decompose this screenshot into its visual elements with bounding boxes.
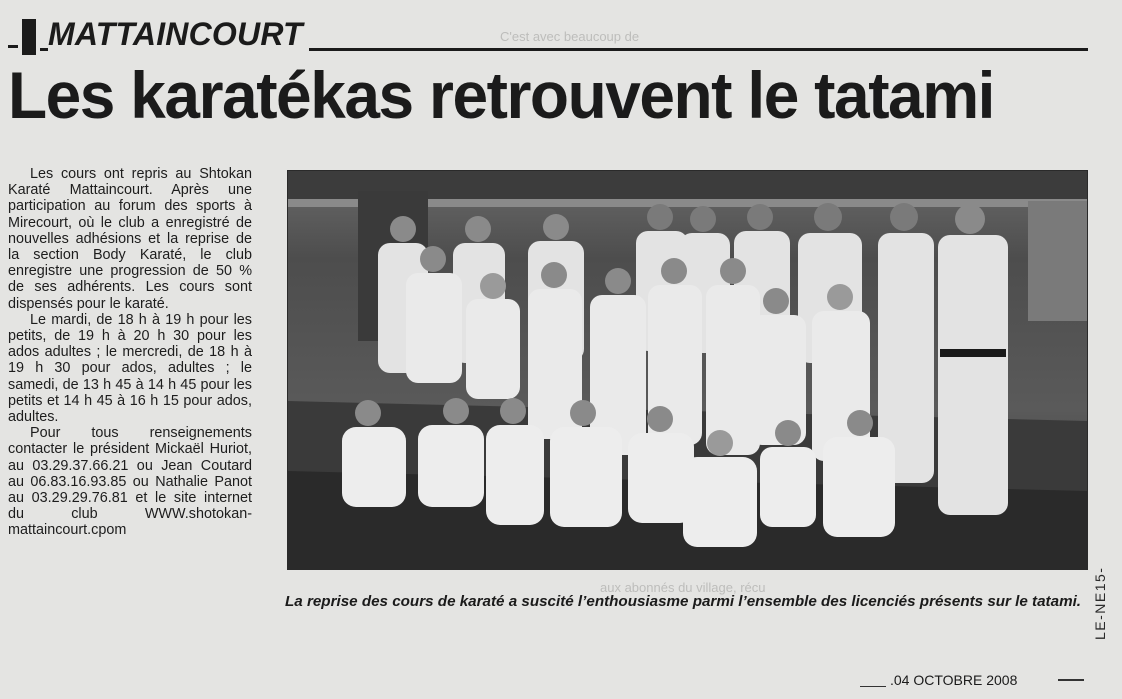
page-code: LE-NE15- — [1092, 566, 1108, 640]
publication-date: .04 OCTOBRE 2008 — [890, 672, 1018, 688]
bleed-through-text: aux abonnés du village, récu — [600, 580, 766, 595]
article-paragraph: Le mardi, de 18 h à 19 h pour les petits, de 19 h à 20 h 30 pour les ados adultes ; le mercredi, de 18 h à 19 h 30 pour ados, adultes ; le samedi, de 13 h 45 à 14 h 45 pour les petits et 14 h 45 à 16 h 15 pour ados, adultes. — [8, 311, 252, 426]
article-paragraph: Pour tous renseignements contacter le président Mickaël Huriot, au 03.29.37.66.21 ou Jean Coutard au 06.83.16.93.85 ou Nathalie Panot au 03.29.29.76.81 et le site internet du club WWW.shotokan- mattaincourt.cpom — [8, 425, 252, 539]
article-paragraph: Les cours ont repris au Shtokan Karaté Mattaincourt. Après une participation au forum des sports à Mirecourt, où le club a enregistré de nouvelles adhésions et la reprise de la section Body Karaté, le club enregistre une progression de 50 % de ses adhérents. Les cours sont dispensés pour le karaté. — [8, 166, 252, 312]
photo-caption: La reprise des cours de karaté a suscité l’enthousiasme parmi l’ensemble des licenciés présents sur le tatami. — [285, 593, 1082, 610]
footer-rule — [1058, 679, 1084, 681]
location-kicker: MATTAINCOURT — [48, 15, 309, 53]
group-photo-illustration — [288, 171, 1087, 569]
group-photo — [287, 170, 1088, 570]
article-headline: Les karatékas retrouvent le tatami — [8, 58, 995, 132]
bleed-through-text: C'est avec beaucoup de — [500, 29, 640, 44]
article-body — [8, 166, 252, 539]
kicker-bar — [22, 19, 36, 55]
kicker-dash — [8, 45, 18, 48]
footer-rule — [860, 686, 886, 687]
